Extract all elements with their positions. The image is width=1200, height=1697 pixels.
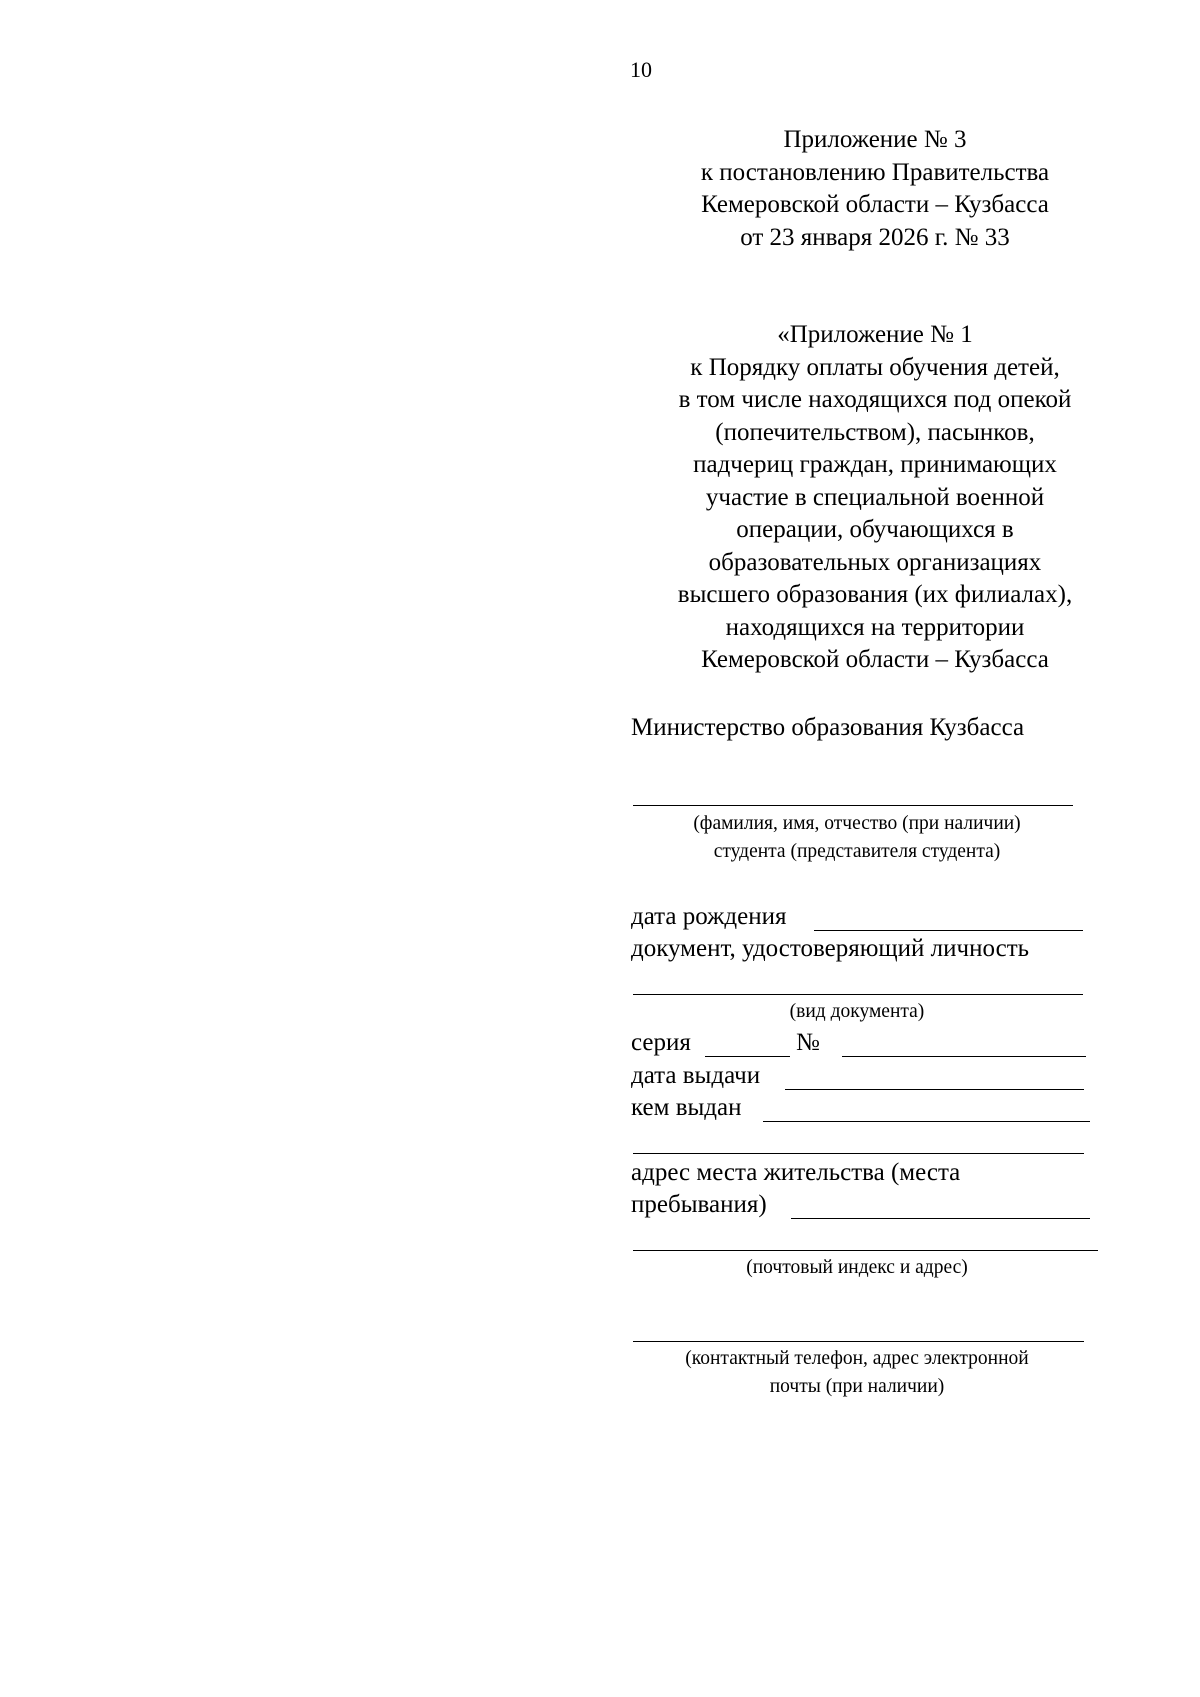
issue-date-line[interactable] <box>785 1089 1084 1090</box>
issue-date-label: дата выдачи <box>631 1062 761 1089</box>
id-document-label: документ, удостоверяющий личность <box>631 935 1030 962</box>
approval-line: Приложение № 3 <box>783 126 967 153</box>
addressee: Министерство образования Кузбасса <box>631 714 1025 741</box>
fio-line[interactable] <box>633 805 1073 806</box>
birth-date-line[interactable] <box>814 930 1083 931</box>
appendix-line: «Приложение № 1 <box>777 321 973 348</box>
series-line[interactable] <box>705 1056 790 1057</box>
appendix-line: находящихся на территории <box>725 613 1025 641</box>
appendix-line: операции, обучающихся в <box>736 516 1014 543</box>
contact-caption-2: почты (при наличии) <box>769 1376 945 1397</box>
postal-line[interactable] <box>633 1250 1098 1251</box>
approval-stamp <box>615 124 1135 254</box>
postal-caption: (почтовый индекс и адрес) <box>746 1257 968 1278</box>
appendix-line: образовательных организациях <box>708 548 1042 576</box>
birth-date-label: дата рождения <box>631 903 787 930</box>
contact-line[interactable] <box>633 1341 1084 1342</box>
appendix-line: (попечительством), пасынков, <box>715 418 1035 446</box>
issued-by-line[interactable] <box>763 1121 1090 1122</box>
number-line[interactable] <box>842 1056 1086 1057</box>
fio-caption: (фамилия, имя, отчество (при наличии) <box>693 813 1021 834</box>
residence-label: адрес места жительства (места <box>631 1159 961 1186</box>
fio-caption-2: студента (представителя студента) <box>713 841 1001 862</box>
series-label: серия <box>631 1029 691 1056</box>
doc-type-caption: (вид документа) <box>789 1001 925 1022</box>
issued-by-line-2[interactable] <box>633 1153 1084 1154</box>
appendix-line: падчериц граждан, принимающих <box>693 451 1057 478</box>
approval-line: от 23 января 2026 г. № 33 <box>740 223 1010 251</box>
residence-label-2: пребывания) <box>631 1191 767 1218</box>
issued-by-label: кем выдан <box>631 1094 742 1121</box>
doc-type-line[interactable] <box>633 994 1083 995</box>
appendix-heading <box>615 319 1135 677</box>
contact-caption: (контактный телефон, адрес электронной <box>685 1348 1029 1369</box>
number-label: № <box>796 1029 820 1056</box>
appendix-line: участие в специальной военной <box>705 483 1045 511</box>
appendix-line: Кемеровской области – Кузбасса <box>701 646 1049 673</box>
residence-line[interactable] <box>791 1218 1090 1219</box>
appendix-line: в том числе находящихся под опекой <box>678 386 1072 413</box>
appendix-line: высшего образования (их филиалах), <box>677 581 1073 608</box>
approval-line: Кемеровской области – Кузбасса <box>701 191 1049 218</box>
approval-line: к постановлению Правительства <box>700 158 1050 186</box>
appendix-line: к Порядку оплаты обучения детей, <box>690 353 1060 381</box>
page-number: 10 <box>630 57 652 82</box>
